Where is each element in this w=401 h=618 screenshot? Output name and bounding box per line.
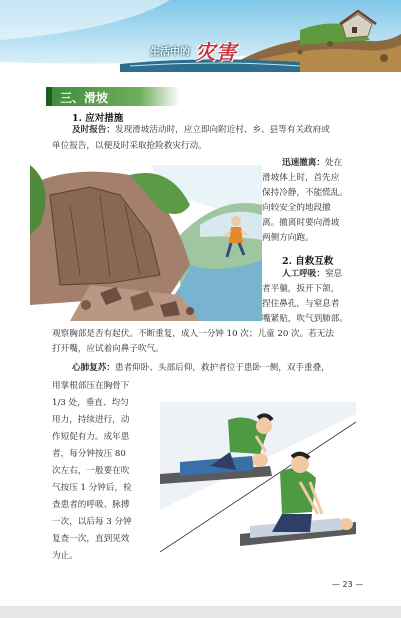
breath-label: 人工呼吸： (282, 269, 325, 279)
footer-strip (0, 606, 401, 618)
banner-title (150, 36, 237, 65)
cpr-text-first: 患者仰卧、头部后仰，救护者位于患卧一侧，双手重叠， (114, 363, 330, 373)
breath-text-3: 嘴紧贴，吹气到肺部。 (262, 314, 348, 324)
report-text-1: 发现滑坡活动时，应立即向附近村、乡、县等有关政府或 (114, 125, 330, 135)
rescue-illustrations (160, 402, 356, 564)
section-marker (46, 87, 52, 106)
banner-big-text: 灾害 (195, 40, 238, 64)
banner-small-text: 生活中的 (150, 47, 190, 58)
breath-text-0: 窒息 (324, 269, 343, 279)
cpr-text-3: 作短促有力。成年患 (52, 432, 130, 442)
cpr-text-9: 复查一次，直到见效 (52, 534, 130, 544)
cpr-label: 心肺复苏： (72, 363, 115, 373)
cpr-text-6: 气按压 1 分钟后，检 (52, 483, 132, 493)
breath-wide-1: 观察胸部是否有起伏。不断重复，成人一分钟 10 次；儿童 20 次。若无法 (52, 329, 335, 339)
header-banner (0, 0, 401, 72)
cpr-text-10: 为止。 (52, 551, 78, 561)
report-paragraph-line1 (72, 123, 330, 139)
page-number: — 23 — (332, 580, 364, 589)
section-title: 三、滑坡 (60, 91, 109, 105)
evac-text-3: 向较安全的地段撤 (262, 203, 331, 213)
breath-wide-2: 打开嘴，应试着向鼻子吹气。 (52, 344, 164, 354)
report-label: 及时报告： (72, 125, 115, 135)
landslide-illustration (30, 165, 262, 321)
evac-label: 迅速撤离： (282, 158, 325, 168)
breath-line-0 (282, 267, 342, 283)
evac-text-1: 滑坡体上时，首先应 (262, 173, 340, 183)
evac-text-4: 离。撤离时要向滑坡 (262, 218, 340, 228)
cpr-text-2: 用力，持续进行，动 (52, 415, 130, 425)
cpr-text-1: 1/3 处，垂直、均匀 (52, 398, 129, 408)
cpr-text-7: 查患者的呼吸、脉搏 (52, 500, 130, 510)
evac-line-0 (282, 156, 342, 172)
subsection-title-rescue: 2. 自救互救 (282, 256, 334, 267)
evac-text-2: 保持冷静，不能慌乱。 (262, 188, 348, 198)
evac-text-0: 处在 (324, 158, 343, 168)
cpr-text-5: 次左右，一般要在吹 (52, 466, 130, 476)
evac-text-5: 两侧方向跑。 (262, 233, 314, 243)
breath-text-1: 者平躺，扳开下颌， (262, 284, 340, 294)
cpr-text-8: 一次，以后每 3 分钟 (52, 517, 132, 527)
cpr-text-0: 用掌根部压在胸骨下 (52, 381, 130, 391)
section-header (46, 87, 180, 106)
subsection-title-measures: 1. 应对措施 (72, 113, 124, 124)
report-text-2: 单位报告，以便及时采取抢险救灾行动。 (52, 141, 207, 151)
breath-text-2: 捏住鼻孔，与窒息者 (262, 299, 340, 309)
cpr-text-4: 者，每分钟按压 80 (52, 449, 126, 459)
cpr-line-0 (72, 361, 330, 377)
